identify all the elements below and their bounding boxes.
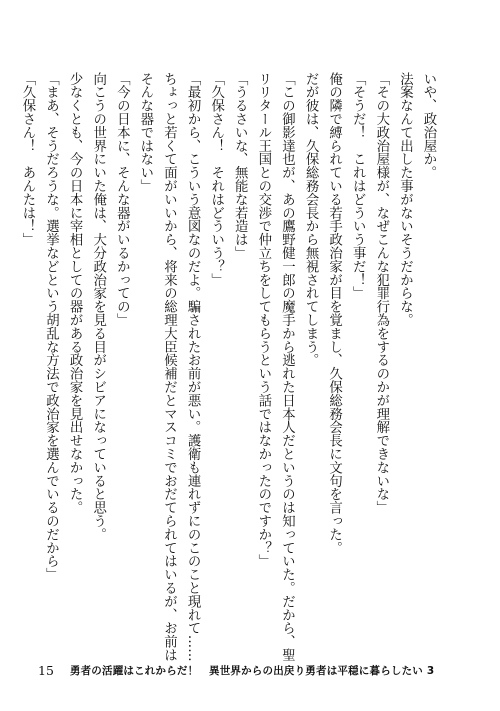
text-line: そんな器ではない」 [137, 72, 153, 193]
page-footer [38, 662, 434, 678]
text-line: ちょっと若くて面がいいから、将来の総理大臣候補だとマスコミでおだてられてはいるが、お前は [161, 72, 177, 662]
text-line: いや、政治屋か。 [421, 72, 436, 180]
text-line: だが彼は、久保総務会長から無視されてしまう。 [303, 72, 319, 367]
text-line: 「今の日本に、そんな器がいるかっての」 [114, 72, 130, 327]
text-line: 少なくとも、今の日本に宰相としての器がある政治家を見出せなかった。 [67, 72, 83, 515]
running-title: 勇者の活躍はこれからだ！ 異世界からの出戻り勇者は平穏に暮らしたい 3 [69, 664, 435, 677]
text-line: 「その大政治屋様が、なぜこんな犯罪行為をするのかが理解できないな」 [373, 72, 389, 515]
vertical-body-text [19, 72, 440, 662]
page-number: 15 [38, 662, 54, 678]
text-line: 俺の隣で縛られている若手政治家が目を覚まし、久保総務会長に文句を言った。 [326, 72, 342, 555]
text-line: 「この御影達也が、あの鷹野健一郎の魔手から逃れた日本人だというのは知っていた。だから、聖 [279, 72, 295, 662]
text-line: リリタール王国との交渉で仲立ちをしてもらうという話ではなかったのですか？」 [255, 72, 271, 568]
text-line: 向こうの世界にいた俺は、大分政治家を見る目がシビアになっていると思う。 [90, 72, 106, 541]
text-line: 「うるさいな、無能な若造は」 [232, 72, 248, 260]
text-line: 「そうだ！ これはどういう事だ！」 [350, 72, 366, 300]
text-line: 「最初から、こういう意図なのだよ。騙されたお前が悪い。護衛も連れずにのこのこと現れて…… [185, 72, 201, 662]
text-line: 法案なんて出した事がないそうだからな。 [397, 72, 413, 327]
text-line: 「久保さん！ あんたは！」 [19, 72, 35, 247]
text-line: 「まあ、そうだろうな。選挙などという胡乱な方法で政治家を選んでいるのだから」 [43, 72, 59, 582]
text-line: 「久保さん！ それはどういう？」 [208, 72, 224, 287]
